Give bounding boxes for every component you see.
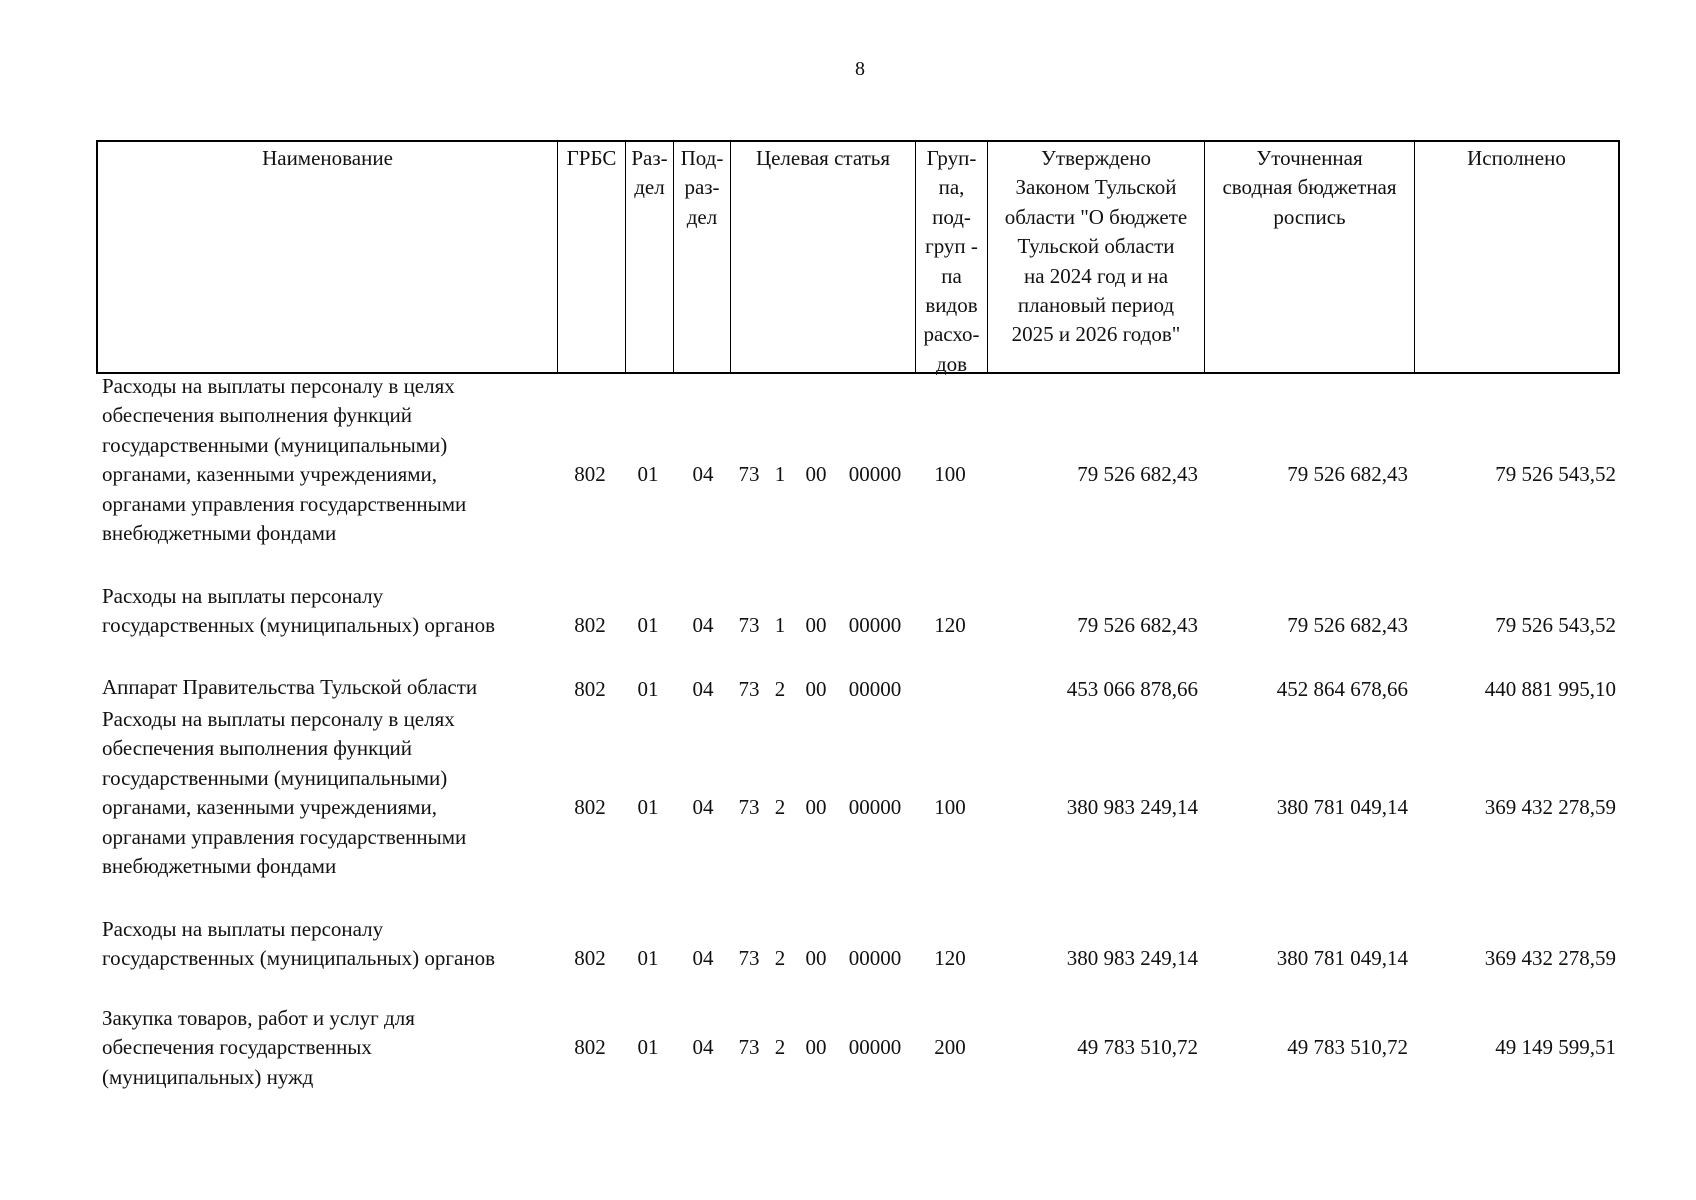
row-podrazdel: 04	[692, 462, 714, 486]
row-target-event: 00	[805, 677, 827, 701]
row-grbs: 802	[574, 613, 606, 637]
row-target-event: 00	[805, 795, 827, 819]
row-name: Расходы на выплаты персоналу государственных (муниципальных) органов	[102, 584, 496, 638]
row-vr: 200	[934, 1035, 966, 1059]
row-target-subprogram: 2	[774, 677, 786, 701]
header-vr: Груп- па, под- груп - па видов расхо- дов	[916, 142, 988, 372]
row-refined: 380 781 049,14	[1276, 946, 1408, 970]
row-vr: 120	[934, 946, 966, 970]
row-grbs: 802	[574, 795, 606, 819]
header-executed: Исполнено	[1467, 146, 1566, 170]
row-target-program: 73	[738, 613, 760, 637]
row-approved: 49 783 510,72	[1077, 1035, 1198, 1059]
row-razdel: 01	[637, 1035, 659, 1059]
page-number: 8	[855, 58, 865, 80]
row-executed: 79 526 543,52	[1495, 613, 1616, 637]
row-executed: 369 432 278,59	[1484, 946, 1616, 970]
header-name: Наименование	[98, 142, 558, 372]
row-refined: 79 526 682,43	[1287, 613, 1408, 637]
header-approved: Утверждено Законом Тульской области "О бюджете Тульской области на 2024 год и на плановый период 2025 и 2026 годов"	[988, 142, 1205, 372]
row-approved: 453 066 878,66	[1066, 677, 1198, 701]
row-name: Расходы на выплаты персоналу в целях обеспечения выполнения функций государственными (муниципальными) органами, казенными учреждениями, органами управления государственными внебюджетными фондами	[102, 374, 467, 546]
row-grbs: 802	[574, 677, 606, 701]
row-target-subprogram: 2	[774, 946, 786, 970]
row-name: Закупка товаров, работ и услуг для обеспечения государственных (муниципальных) нужд	[102, 1006, 415, 1089]
row-vr: 120	[934, 613, 966, 637]
row-vr: 100	[934, 462, 966, 486]
row-executed: 369 432 278,59	[1484, 795, 1616, 819]
row-target-direction: 00000	[848, 613, 902, 637]
row-target-event: 00	[805, 613, 827, 637]
row-grbs: 802	[574, 946, 606, 970]
row-target-direction: 00000	[848, 677, 902, 701]
row-target-program: 73	[738, 677, 760, 701]
row-target-event: 00	[805, 946, 827, 970]
row-target-subprogram: 2	[774, 1035, 786, 1059]
header-podrazdel: Под- раз- дел	[674, 142, 731, 372]
row-podrazdel: 04	[692, 613, 714, 637]
row-razdel: 01	[637, 613, 659, 637]
row-approved: 79 526 682,43	[1077, 462, 1198, 486]
row-vr: 100	[934, 795, 966, 819]
row-grbs: 802	[574, 462, 606, 486]
header-grbs: ГРБС	[558, 142, 626, 372]
row-target-direction: 00000	[848, 1035, 902, 1059]
row-executed: 49 149 599,51	[1495, 1035, 1616, 1059]
header-refined: Уточненная сводная бюджетная роспись	[1205, 142, 1415, 372]
row-target-event: 00	[805, 462, 827, 486]
row-target-direction: 00000	[848, 462, 902, 486]
row-grbs: 802	[574, 1035, 606, 1059]
row-target-program: 73	[738, 946, 760, 970]
row-target-event: 00	[805, 1035, 827, 1059]
row-podrazdel: 04	[692, 1035, 714, 1059]
row-target-program: 73	[738, 795, 760, 819]
row-approved: 380 983 249,14	[1066, 946, 1198, 970]
row-podrazdel: 04	[692, 677, 714, 701]
row-target-direction: 00000	[848, 946, 902, 970]
header-target: Целевая статья	[731, 142, 916, 372]
row-name: Расходы на выплаты персоналу государственных (муниципальных) органов	[102, 917, 496, 971]
row-executed: 79 526 543,52	[1495, 462, 1616, 486]
row-approved: 79 526 682,43	[1077, 613, 1198, 637]
row-razdel: 01	[637, 677, 659, 701]
row-target-program: 73	[738, 1035, 760, 1059]
row-target-direction: 00000	[848, 795, 902, 819]
row-razdel: 01	[637, 795, 659, 819]
row-razdel: 01	[637, 462, 659, 486]
row-refined: 452 864 678,66	[1276, 677, 1408, 701]
row-podrazdel: 04	[692, 946, 714, 970]
row-podrazdel: 04	[692, 795, 714, 819]
row-refined: 380 781 049,14	[1276, 795, 1408, 819]
row-refined: 49 783 510,72	[1287, 1035, 1408, 1059]
row-approved: 380 983 249,14	[1066, 795, 1198, 819]
row-name: Аппарат Правительства Тульской области	[102, 675, 478, 699]
row-target-program: 73	[738, 462, 760, 486]
row-refined: 79 526 682,43	[1287, 462, 1408, 486]
row-executed: 440 881 995,10	[1484, 677, 1616, 701]
row-name: Расходы на выплаты персоналу в целях обеспечения выполнения функций государственными (муниципальными) органами, казенными учреждениями, органами управления государственными внебюджетными фондами	[102, 707, 467, 879]
row-target-subprogram: 1	[774, 613, 786, 637]
header-razdel: Раз- дел	[626, 142, 674, 372]
row-target-subprogram: 2	[774, 795, 786, 819]
row-target-subprogram: 1	[774, 462, 786, 486]
row-razdel: 01	[637, 946, 659, 970]
